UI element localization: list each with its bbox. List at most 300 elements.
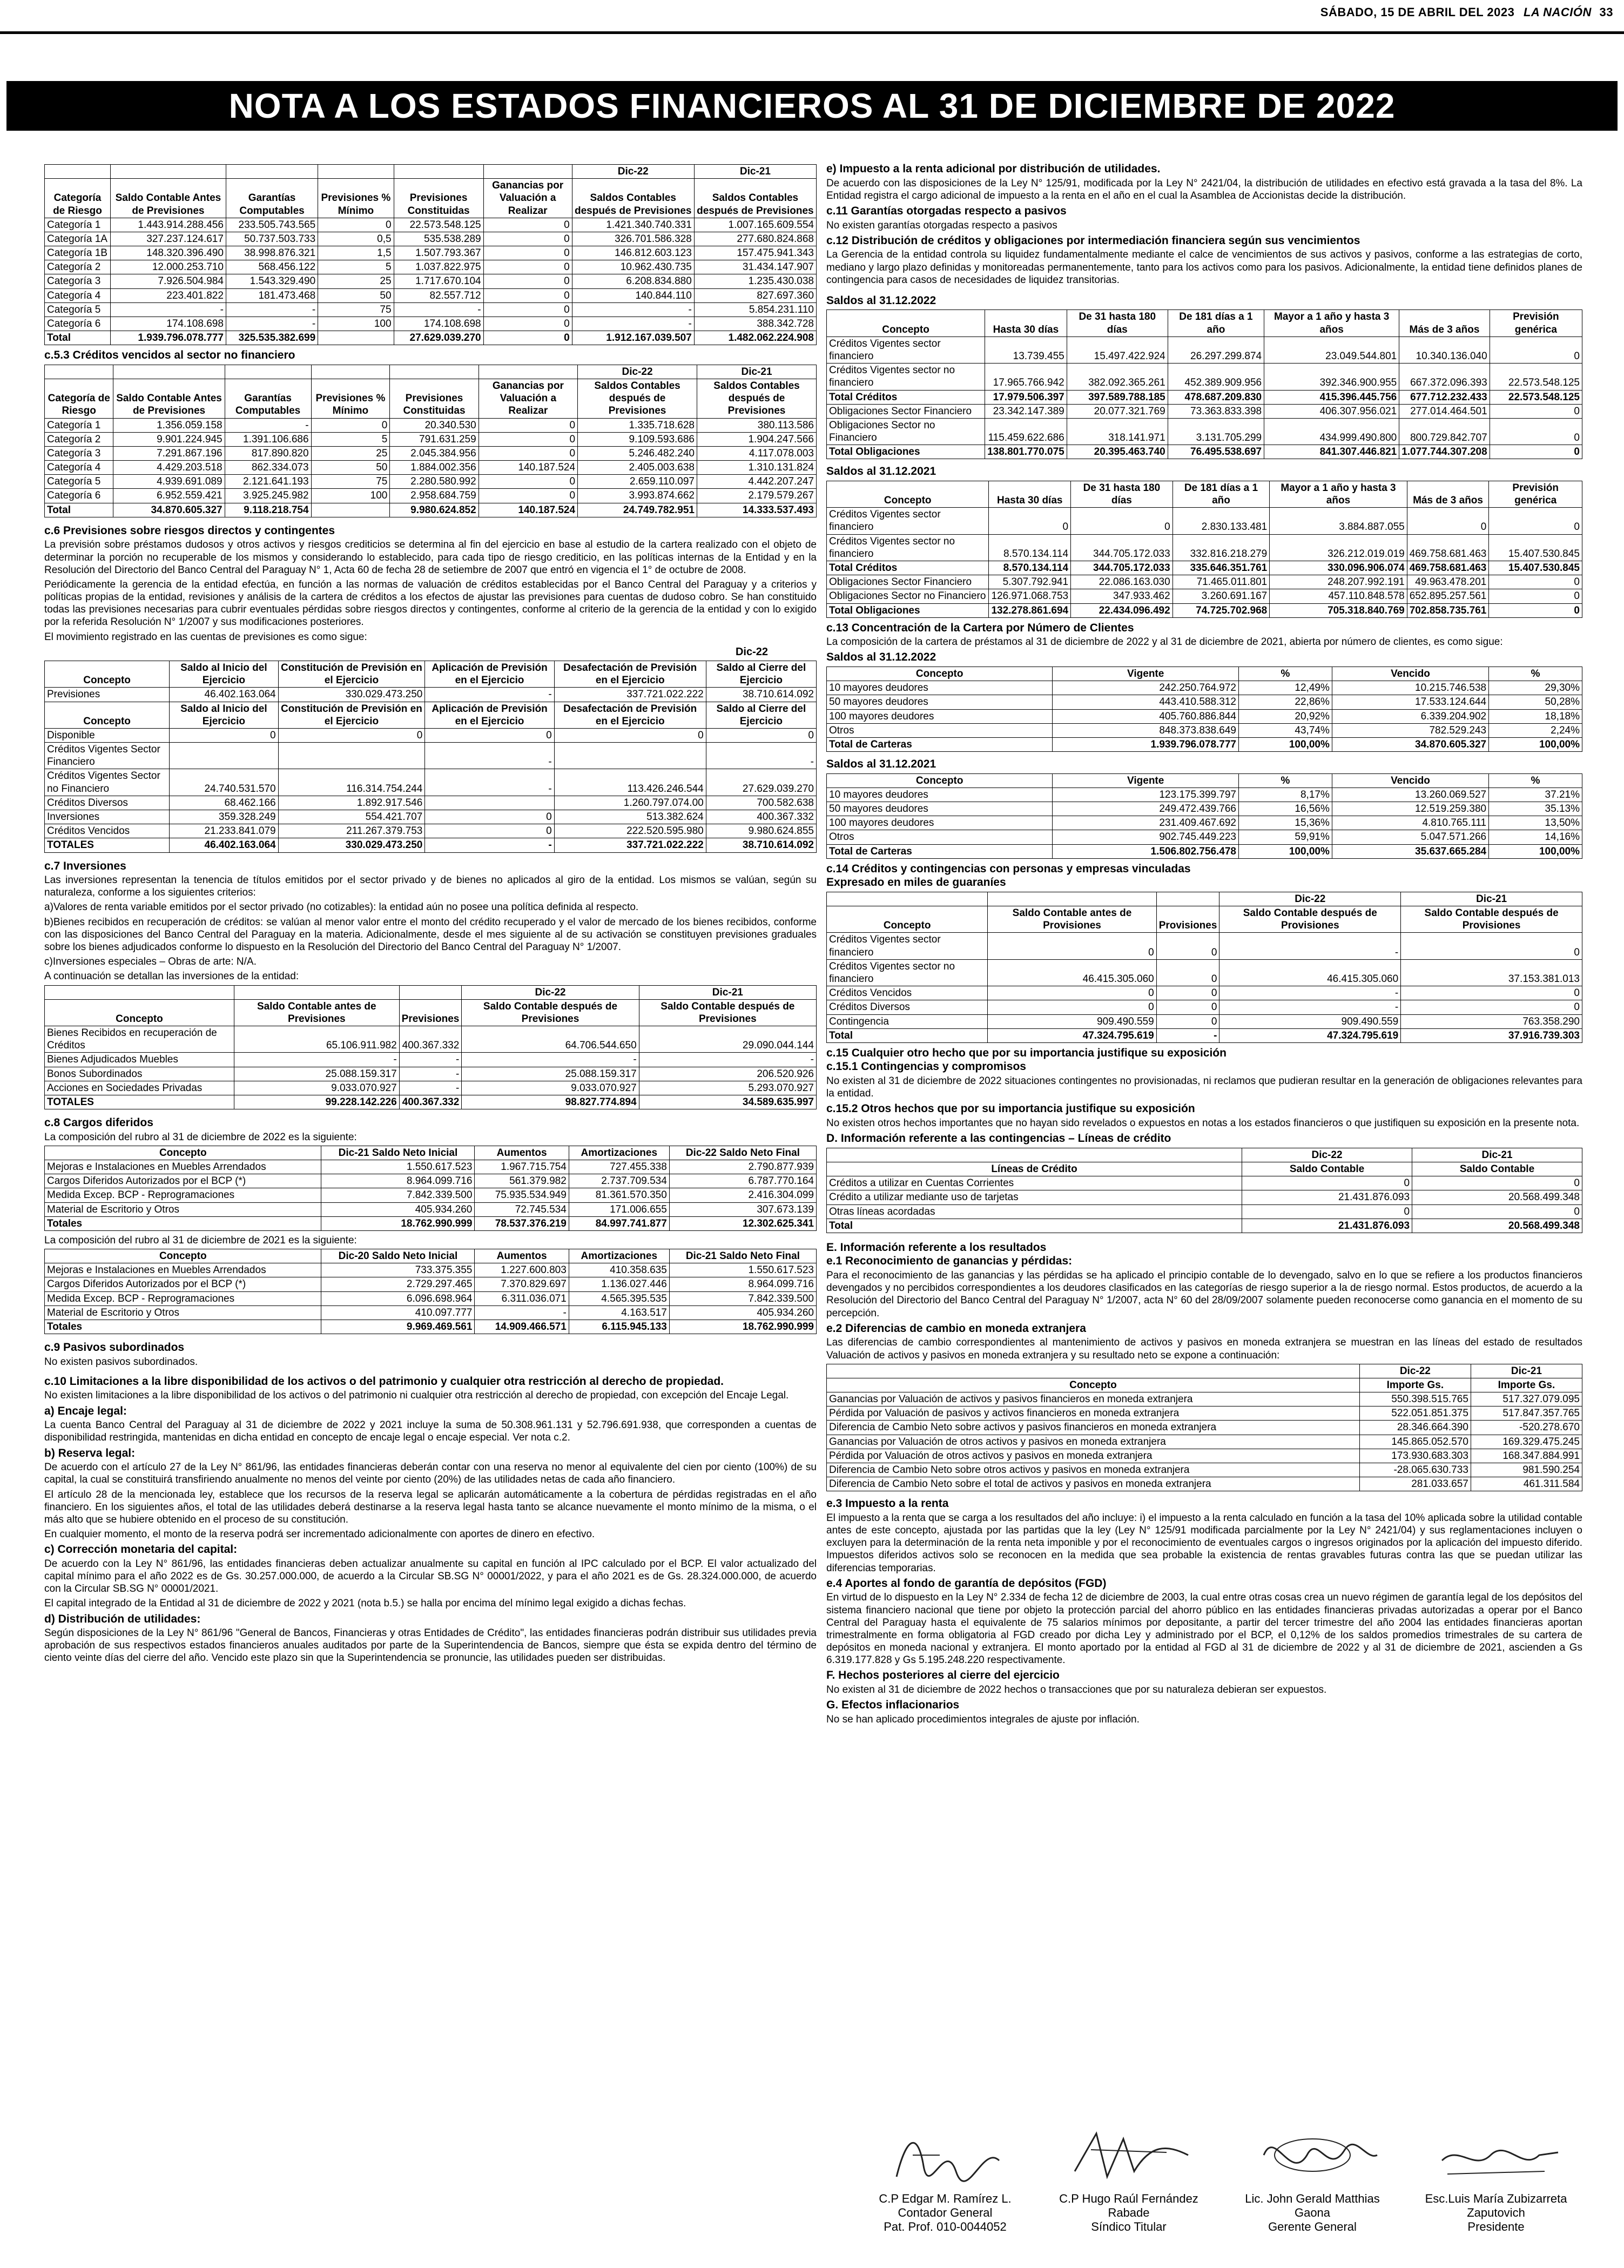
table-cell: 337.721.022.222: [554, 838, 706, 852]
table-cell: 1.884.002.356: [390, 461, 479, 475]
table-cell: 17.533.124.644: [1332, 695, 1488, 709]
table-cell: 415.396.445.756: [1264, 390, 1399, 404]
table-cell: 335.646.351.761: [1172, 561, 1270, 575]
column-header: Saldo Contable Antes de Previsiones: [110, 179, 226, 218]
table-row: [45, 1026, 817, 1053]
table-header-row: [45, 179, 817, 218]
table-cell: 568.456.122: [226, 260, 318, 274]
table-cell: 50.737.503.733: [226, 232, 318, 246]
signature-presidente: [1410, 2123, 1582, 2258]
table-cell: 909.490.559: [1219, 1014, 1401, 1028]
section-e-title: e) Impuesto a la renta adicional por distribución de utilidades.: [826, 163, 1161, 175]
year-label: Dic-21: [1401, 892, 1582, 906]
section-c7-title: c.7 Inversiones: [44, 859, 126, 872]
table-cell: 848.373.838.649: [1053, 723, 1239, 737]
table-cell: 71.465.011.801: [1172, 575, 1270, 589]
table-cell: [45, 985, 234, 999]
table-row: [827, 418, 1582, 445]
table-row: [45, 432, 817, 446]
c10-b-paragraph-3: En cualquier momento, el monto de la reserva podrá ser incrementado adicionalmente con aportes de dinero en efectivo.: [44, 1529, 595, 1540]
table-cell: 457.110.848.578: [1270, 589, 1407, 603]
table-cell: -: [1219, 933, 1401, 959]
c10-b-title: b) Reserva legal:: [44, 1446, 136, 1459]
c6-year: Dic-22: [735, 645, 768, 658]
table-cell: Total de Carteras: [827, 737, 1053, 751]
c7-paragraph-3: b)Bienes recibidos en recuperación de créditos: se valúan al menor valor entre el monto del crédito recuperado y el valor de mercado de los bienes recibidos, conforme con las disposiciones del Banco Central del Paraguay en la materia. Adicionalmente, desde el mes siguiente al de su activación se constituyen previsiones graduales sobre los bienes adjudicados conforme lo dispuesto en la Resolución del Directorio del Banco Central del Paraguay N° 1/2007.: [44, 916, 817, 953]
table-cell: 400.367.332: [399, 1095, 462, 1109]
table-cell: 38.998.876.321: [226, 246, 318, 260]
table-header-row: [45, 1249, 817, 1263]
column-header: De 31 hasta 180 días: [1071, 481, 1173, 507]
column-header: De 31 hasta 180 días: [1067, 310, 1168, 337]
table-cell: 6.311.036.071: [475, 1291, 569, 1305]
table-cell: Total: [45, 503, 113, 517]
table-row: [827, 534, 1582, 561]
table-row: [827, 1028, 1582, 1042]
section-c11-title: c.11 Garantías otorgadas respecto a pasivos: [826, 204, 1067, 217]
table-cell: 2.416.304.099: [669, 1188, 816, 1202]
column-header: Concepto: [45, 999, 234, 1026]
table-row: [45, 769, 817, 796]
column-header: Saldo Contable Antes de Previsiones: [113, 379, 225, 419]
column-header: De 181 días a 1 año: [1172, 481, 1270, 507]
table-row: [45, 1053, 817, 1067]
table-cell: Material de Escritorio y Otros: [45, 1202, 321, 1216]
year-label: Dic-21: [1412, 1148, 1582, 1162]
f-paragraph: No existen al 31 de diciembre de 2022 hechos o transacciones que por su naturaleza debieran ser expuestos.: [826, 1684, 1327, 1695]
column-header: Saldo Contable: [1412, 1162, 1582, 1176]
table-cell: 10 mayores deudores: [827, 788, 1053, 802]
column-header: Desafectación de Previsión en el Ejercicio: [554, 702, 706, 728]
column-header: Previsiones Constituidas: [394, 179, 483, 218]
table-cell: 31.434.147.907: [694, 260, 816, 274]
table-row: [45, 1081, 817, 1095]
column-header: Saldo al Inicio del Ejercicio: [170, 702, 278, 728]
table-cell: 148.320.396.490: [110, 246, 226, 260]
table-cell: 9.109.593.686: [578, 432, 697, 446]
table-cell: Otros: [827, 830, 1053, 844]
table-cell: 0: [425, 728, 554, 742]
c11-paragraph: No existen garantías otorgadas respecto a pasivos: [826, 219, 1057, 231]
c10-b-paragraph-2: El artículo 28 de la mencionada ley, establece que los recursos de la reserva legal se aplicarán automáticamente a la cobertura de pérdidas registradas en el año financiero. En los siguientes años, el total de las utilidades deberá destinarse a la reserva legal hasta tanto se alcance nuevamente el monto mínimo de la misma, o el más alto que se hubiere obtenido en el proceso de su constitución.: [44, 1489, 817, 1525]
table-cell: Créditos Vigentes Sector no Financiero: [45, 769, 170, 796]
column-header: Aplicación de Previsión en el Ejercicio: [425, 661, 554, 688]
table-cell: 20.568.499.348: [1412, 1219, 1582, 1233]
table-cell: 23.342.147.389: [985, 404, 1067, 418]
table-cell: 100 mayores deudores: [827, 816, 1053, 830]
table-cell: 800.729.842.707: [1399, 418, 1490, 445]
table-cell: 0: [1242, 1204, 1412, 1219]
table-cell: 535.538.289: [394, 232, 483, 246]
table-cell: 113.426.246.544: [554, 769, 706, 796]
table-row: [45, 1202, 817, 1216]
table-row: [45, 475, 817, 489]
table-cell: 0: [318, 218, 394, 232]
table-row: [827, 1406, 1582, 1421]
table-cell: 6.208.834.880: [572, 274, 694, 288]
c12-saldos-2021: Saldos al 31.12.2021: [826, 465, 936, 478]
table-header-row: [827, 1378, 1582, 1392]
table-cell: 0: [479, 418, 577, 432]
table-cell: 1.550.617.523: [669, 1263, 816, 1277]
c10-a-paragraph: La cuenta Banco Central del Paraguay al 31 de diciembre de 2022 y 2021 incluye la suma de 50.308.961.131 y 52.796.691.938, que corresponden a cuentas de disponibilidad restringida, mantenidas en dicha entidad en concepto de encaje legal o encaje especial. Ver nota c.2.: [44, 1419, 817, 1444]
column-header: Más de 3 años: [1407, 481, 1489, 507]
table-cell: 0: [425, 824, 554, 838]
table-row: [45, 1188, 817, 1202]
column-header: Hasta 30 días: [985, 310, 1067, 337]
table-row: [45, 418, 817, 432]
table-cell: 28.346.664.390: [1359, 1421, 1471, 1435]
table-cell: Pérdida por Valuación de otros activos y pasivos en moneda extranjera: [827, 1449, 1360, 1463]
table-cell: 8,17%: [1239, 788, 1332, 802]
table-row: [827, 709, 1582, 723]
column-header: Vigente: [1053, 667, 1239, 681]
table-cell: 0: [554, 728, 706, 742]
table-cell: [226, 165, 318, 179]
table-cell: 7.926.504.984: [110, 274, 226, 288]
table-cell: 18.762.990.999: [669, 1320, 816, 1334]
table-cell: 0: [1401, 933, 1582, 959]
table-cell: Ganancias por Valuación de otros activos y pasivos en moneda extranjera: [827, 1435, 1360, 1449]
table-row: [827, 816, 1582, 830]
table-cell: 0: [311, 418, 390, 432]
table-cell: [988, 892, 1156, 906]
table-cell: 392.346.900.955: [1264, 364, 1399, 390]
deferred-charges-2021-table: [44, 1249, 817, 1334]
table-row: [827, 830, 1582, 844]
table-cell: 68.462.166: [170, 796, 278, 810]
table-cell: 443.410.588.312: [1053, 695, 1239, 709]
table-cell: Créditos Diversos: [827, 1000, 988, 1014]
table-cell: 0: [1489, 508, 1582, 534]
table-cell: -: [572, 317, 694, 331]
c10-b-paragraph-1: De acuerdo con el artículo 27 de la Ley N° 861/96, las entidades financieras deberán contar con una reserva no menor al equivalente del cien por ciento (100%) de su capital, la cual se constituirá transfiriendo anualmente no menos del veinte por ciento (20%) de las utilidades netas de cada año financiero.: [44, 1462, 817, 1486]
table-cell: [390, 365, 479, 379]
table-cell: 461.311.584: [1471, 1477, 1582, 1491]
year-header-row: [45, 365, 817, 379]
column-header: Garantías Computables: [226, 179, 318, 218]
table-cell: 15.497.422.924: [1067, 337, 1168, 363]
table-cell: 75: [318, 302, 394, 317]
table-cell: 1.506.802.756.478: [1053, 844, 1239, 858]
table-cell: 0: [1242, 1176, 1412, 1190]
table-header-row: [827, 773, 1582, 788]
section-c12-title: c.12 Distribución de créditos y obligaciones por intermediación financiera según sus vencimientos: [826, 234, 1360, 247]
column-header: Concepto: [827, 481, 989, 507]
table-cell: 100: [311, 489, 390, 503]
table-cell: 0: [1489, 603, 1582, 617]
table-cell: 140.187.524: [479, 503, 577, 517]
table-cell: 782.529.243: [1332, 723, 1488, 737]
table-cell: 18,18%: [1489, 709, 1582, 723]
table-cell: 0: [483, 317, 572, 331]
table-cell: 763.358.290: [1401, 1014, 1582, 1028]
table-header-row: [827, 667, 1582, 681]
table-cell: 0: [1489, 589, 1582, 603]
table-cell: 223.401.822: [110, 288, 226, 302]
table-row: [45, 838, 817, 852]
table-cell: 12.302.625.341: [669, 1216, 816, 1230]
c10-paragraph-0: No existen limitaciones a la libre disponibilidad de los activos o del patrimonio ni cualquier otra restricción al derecho de propiedad, con excepción del Encaje Legal.: [44, 1390, 789, 1402]
table-cell: Contingencia: [827, 1014, 988, 1028]
column-header: Concepto: [827, 310, 985, 337]
table-cell: 0: [170, 728, 278, 742]
table-cell: 5.047.571.266: [1332, 830, 1488, 844]
column-header: Saldos Contables después de Previsiones: [697, 379, 817, 419]
table-row: [45, 288, 817, 302]
section-g-title: G. Efectos inflacionarios: [826, 1699, 960, 1712]
table-cell: 0,5: [318, 232, 394, 246]
table-cell: Obligaciones Sector Financiero: [827, 575, 989, 589]
table-cell: 0: [1490, 445, 1582, 459]
table-cell: 6.787.770.164: [669, 1174, 816, 1188]
table-cell: Total Obligaciones: [827, 603, 989, 617]
table-cell: 181.473.468: [226, 288, 318, 302]
table-cell: 4.565.395.535: [569, 1291, 669, 1305]
column-header: Ganancias por Valuación a Realizar: [483, 179, 572, 218]
table-cell: -: [572, 302, 694, 317]
column-header: Categoría de Riesgo: [45, 179, 111, 218]
table-cell: 517.327.079.095: [1471, 1392, 1582, 1406]
table-cell: 1.136.027.446: [569, 1277, 669, 1291]
table-cell: Totales: [45, 1216, 321, 1230]
table-cell: 281.033.657: [1359, 1477, 1471, 1491]
column-header: Previsión genérica: [1490, 310, 1582, 337]
table-cell: Categoría 6: [45, 317, 111, 331]
table-cell: 50,28%: [1489, 695, 1582, 709]
table-cell: 248.207.992.191: [1270, 575, 1407, 589]
table-cell: 115.459.622.686: [985, 418, 1067, 445]
handwritten-signature-icon: [875, 2123, 1015, 2188]
table-cell: Material de Escritorio y Otros: [45, 1305, 321, 1320]
table-cell: 46.415.305.060: [1219, 959, 1401, 986]
table-cell: 25.088.159.317: [462, 1067, 639, 1081]
table-row: [827, 723, 1582, 737]
table-cell: 388.342.728: [694, 317, 816, 331]
table-row: [45, 461, 817, 475]
table-cell: 0: [479, 475, 577, 489]
table-cell: 1.077.744.307.208: [1399, 445, 1490, 459]
table-row: [827, 1219, 1582, 1233]
column-header: Vigente: [1053, 773, 1239, 788]
column-header: Constitución de Previsión en el Ejercicio: [278, 702, 425, 728]
table-row: [45, 810, 817, 824]
table-cell: 0: [1490, 337, 1582, 363]
column-header: Saldo al Cierre del Ejercicio: [706, 661, 816, 688]
header-line: [1320, 5, 1613, 19]
table-cell: Disponible: [45, 728, 170, 742]
c10-c-paragraph-2: El capital integrado de la Entidad al 31 de diciembre de 2022 y 2021 (nota b.5.) se halla por encima del mínimo legal exigido a dichas fechas.: [44, 1598, 686, 1610]
right-column: [826, 162, 1582, 2101]
column-header: Más de 3 años: [1399, 310, 1490, 337]
column-header: Vencido: [1332, 667, 1488, 681]
column-header: Saldo Contable antes de Previsiones: [234, 999, 399, 1026]
year-label: Dic-22: [578, 365, 697, 379]
table-header-row: [827, 906, 1582, 933]
column-header: Amortizaciones: [569, 1146, 669, 1160]
table-cell: 43,74%: [1239, 723, 1332, 737]
table-cell: [170, 743, 278, 769]
table-cell: 981.590.254: [1471, 1463, 1582, 1477]
table-cell: 34.870.605.327: [1332, 737, 1488, 751]
table-cell: 27.629.039.270: [394, 331, 483, 345]
table-cell: Categoría 6: [45, 489, 113, 503]
table-cell: [234, 985, 399, 999]
c12-saldos-2022: Saldos al 31.12.2022: [826, 294, 936, 307]
table-cell: 469.758.681.463: [1407, 534, 1489, 561]
table-cell: 222.520.595.980: [554, 824, 706, 838]
table-cell: 330.029.473.250: [278, 688, 425, 702]
table-row: [45, 1216, 817, 1230]
c7-paragraph-5: A continuación se detallan las inversiones de la entidad:: [44, 971, 299, 982]
table-cell: 4.429.203.518: [113, 461, 225, 475]
column-header: Saldo Contable antes de Provisiones: [988, 906, 1156, 933]
column-header: Saldos Contables después de Previsiones: [694, 179, 816, 218]
table-row: [45, 331, 817, 345]
table-cell: -: [425, 769, 554, 796]
table-cell: 1.543.329.490: [226, 274, 318, 288]
table-header-row: [45, 999, 817, 1026]
table-cell: 22.573.548.125: [394, 218, 483, 232]
table-cell: 380.113.586: [697, 418, 817, 432]
table-cell: 1.421.340.740.331: [572, 218, 694, 232]
column-header: Mayor a 1 año y hasta 3 años: [1270, 481, 1407, 507]
table-cell: 14.333.537.493: [697, 503, 817, 517]
table-cell: Bienes Adjudicados Muebles: [45, 1053, 234, 1067]
table-cell: 59,91%: [1239, 830, 1332, 844]
section-c8-title: c.8 Cargos diferidos: [44, 1116, 153, 1129]
table-cell: 6.339.204.902: [1332, 709, 1488, 723]
table-cell: 733.375.355: [321, 1263, 475, 1277]
table-cell: 2.958.684.759: [390, 489, 479, 503]
table-row: [827, 390, 1582, 404]
table-cell: Pérdida por Valuación de pasivos y activos financieros en moneda extranjera: [827, 1406, 1360, 1421]
column-header: Hasta 30 días: [989, 481, 1071, 507]
table-cell: [394, 165, 483, 179]
table-cell: 791.631.259: [390, 432, 479, 446]
table-row: [45, 232, 817, 246]
table-cell: 469.758.681.463: [1407, 561, 1489, 575]
table-cell: 171.006.655: [569, 1202, 669, 1216]
table-cell: [399, 985, 462, 999]
table-cell: 1.037.822.975: [394, 260, 483, 274]
table-cell: 5: [318, 260, 394, 274]
table-cell: 1.356.059.158: [113, 418, 225, 432]
table-cell: 34.589.635.997: [639, 1095, 816, 1109]
c10-c-paragraph-1: De acuerdo con la Ley N° 861/96, las entidades financieras deben actualizar anualmente su capital en función al IPC calculado por el BCP. El valor actualizado del capital mínimo para el año 2022 es de Gs. 30.257.000.000, de acuerdo a la Circular SB.SG N° 00001/2022, y para el año 2021 es de Gs. 28.324.000.000, de acuerdo con la Circular SB.SG N° 00001/2021.: [44, 1558, 817, 1595]
table-cell: 705.318.840.769: [1270, 603, 1407, 617]
table-cell: 22.086.163.030: [1071, 575, 1173, 589]
table-row: [827, 445, 1582, 459]
table-cell: 0: [483, 331, 572, 345]
c13-saldos-2022: Saldos al 31.12.2022: [826, 651, 936, 664]
column-header: Concepto: [827, 773, 1053, 788]
table-cell: 168.347.884.991: [1471, 1449, 1582, 1463]
table-cell: -: [399, 1053, 462, 1067]
e4-title: e.4 Aportes al fondo de garantía de depósitos (FGD): [826, 1577, 1107, 1590]
table-cell: 0: [1490, 404, 1582, 418]
table-cell: 21.233.841.079: [170, 824, 278, 838]
table-cell: 1.717.670.104: [394, 274, 483, 288]
table-cell: Mejoras e Instalaciones en Muebles Arrendados: [45, 1160, 321, 1174]
table-cell: 400.367.332: [399, 1026, 462, 1053]
table-cell: 34.870.605.327: [113, 503, 225, 517]
column-header: Saldo al Inicio del Ejercicio: [170, 661, 278, 688]
year-label: Dic-22: [1219, 892, 1401, 906]
table-cell: 3.131.705.299: [1168, 418, 1264, 445]
table-row: [45, 1277, 817, 1291]
table-row: [827, 561, 1582, 575]
table-cell: 1.967.715.754: [475, 1160, 569, 1174]
handwritten-signature-icon: [1426, 2123, 1566, 2188]
table-cell: 8.964.099.716: [321, 1174, 475, 1188]
column-header: Previsiones % Mínimo: [311, 379, 390, 419]
table-cell: 6.115.945.133: [569, 1320, 669, 1334]
table-cell: 116.314.754.244: [278, 769, 425, 796]
table-cell: 5: [311, 432, 390, 446]
table-cell: 326.701.586.328: [572, 232, 694, 246]
header-paper: LA NACIÓN: [1523, 5, 1592, 19]
table-row: [45, 489, 817, 503]
table-cell: 0: [1401, 986, 1582, 1000]
column-header: Saldo Contable después de Provisiones: [1219, 906, 1401, 933]
table-cell: Categoría 3: [45, 446, 113, 460]
section-c9-title: c.9 Pasivos subordinados: [44, 1341, 185, 1354]
table-cell: 1.904.247.566: [697, 432, 817, 446]
table-cell: 38.710.614.092: [706, 838, 816, 852]
table-header-row: [45, 702, 817, 728]
table-cell: 4.163.517: [569, 1305, 669, 1320]
table-cell: 400.367.332: [706, 810, 816, 824]
table-row: [827, 933, 1582, 959]
table-row: [827, 1421, 1582, 1435]
table-row: [827, 788, 1582, 802]
table-row: [827, 1014, 1582, 1028]
table-cell: 98.827.774.894: [462, 1095, 639, 1109]
table-cell: Total Créditos: [827, 390, 985, 404]
column-header: %: [1239, 667, 1332, 681]
table-cell: [225, 365, 311, 379]
table-cell: 24.749.782.951: [578, 503, 697, 517]
c15-2-title: c.15.2 Otros hechos que por su importancia justifique su exposición: [826, 1102, 1195, 1115]
table-cell: 169.329.475.245: [1471, 1435, 1582, 1449]
table-header-row: [45, 1146, 817, 1160]
c15-1-paragraph: No existen al 31 de diciembre de 2022 situaciones contingentes no provisionadas, ni reclamos que pudieran resultar en la generación de obligaciones relevantes para la entidad.: [826, 1075, 1582, 1100]
table-cell: Créditos Vigentes sector financiero: [827, 933, 988, 959]
table-cell: 330.029.473.250: [278, 838, 425, 852]
year-header-row: [827, 892, 1582, 906]
table-cell: 2.280.580.992: [390, 475, 479, 489]
c13-saldos-2021: Saldos al 31.12.2021: [826, 758, 936, 771]
table-cell: -: [110, 302, 226, 317]
table-cell: TOTALES: [45, 1095, 234, 1109]
table-row: [827, 1000, 1582, 1014]
table-cell: -: [1219, 986, 1401, 1000]
table-header-row: [45, 661, 817, 688]
table-cell: 2.405.003.638: [578, 461, 697, 475]
table-cell: 2.179.579.267: [697, 489, 817, 503]
overdue-risk-table: [44, 365, 817, 517]
signature-name: Esc.Luis María Zubizarreta Zaputovich: [1425, 2192, 1567, 2219]
table-cell: [45, 165, 111, 179]
column-header: %: [1489, 667, 1582, 681]
table-cell: 2.659.110.097: [578, 475, 697, 489]
table-cell: Categoría 1A: [45, 232, 111, 246]
table-row: [827, 1190, 1582, 1204]
table-cell: 1.550.617.523: [321, 1160, 475, 1174]
table-cell: 82.557.712: [394, 288, 483, 302]
column-header: Garantías Computables: [225, 379, 311, 419]
